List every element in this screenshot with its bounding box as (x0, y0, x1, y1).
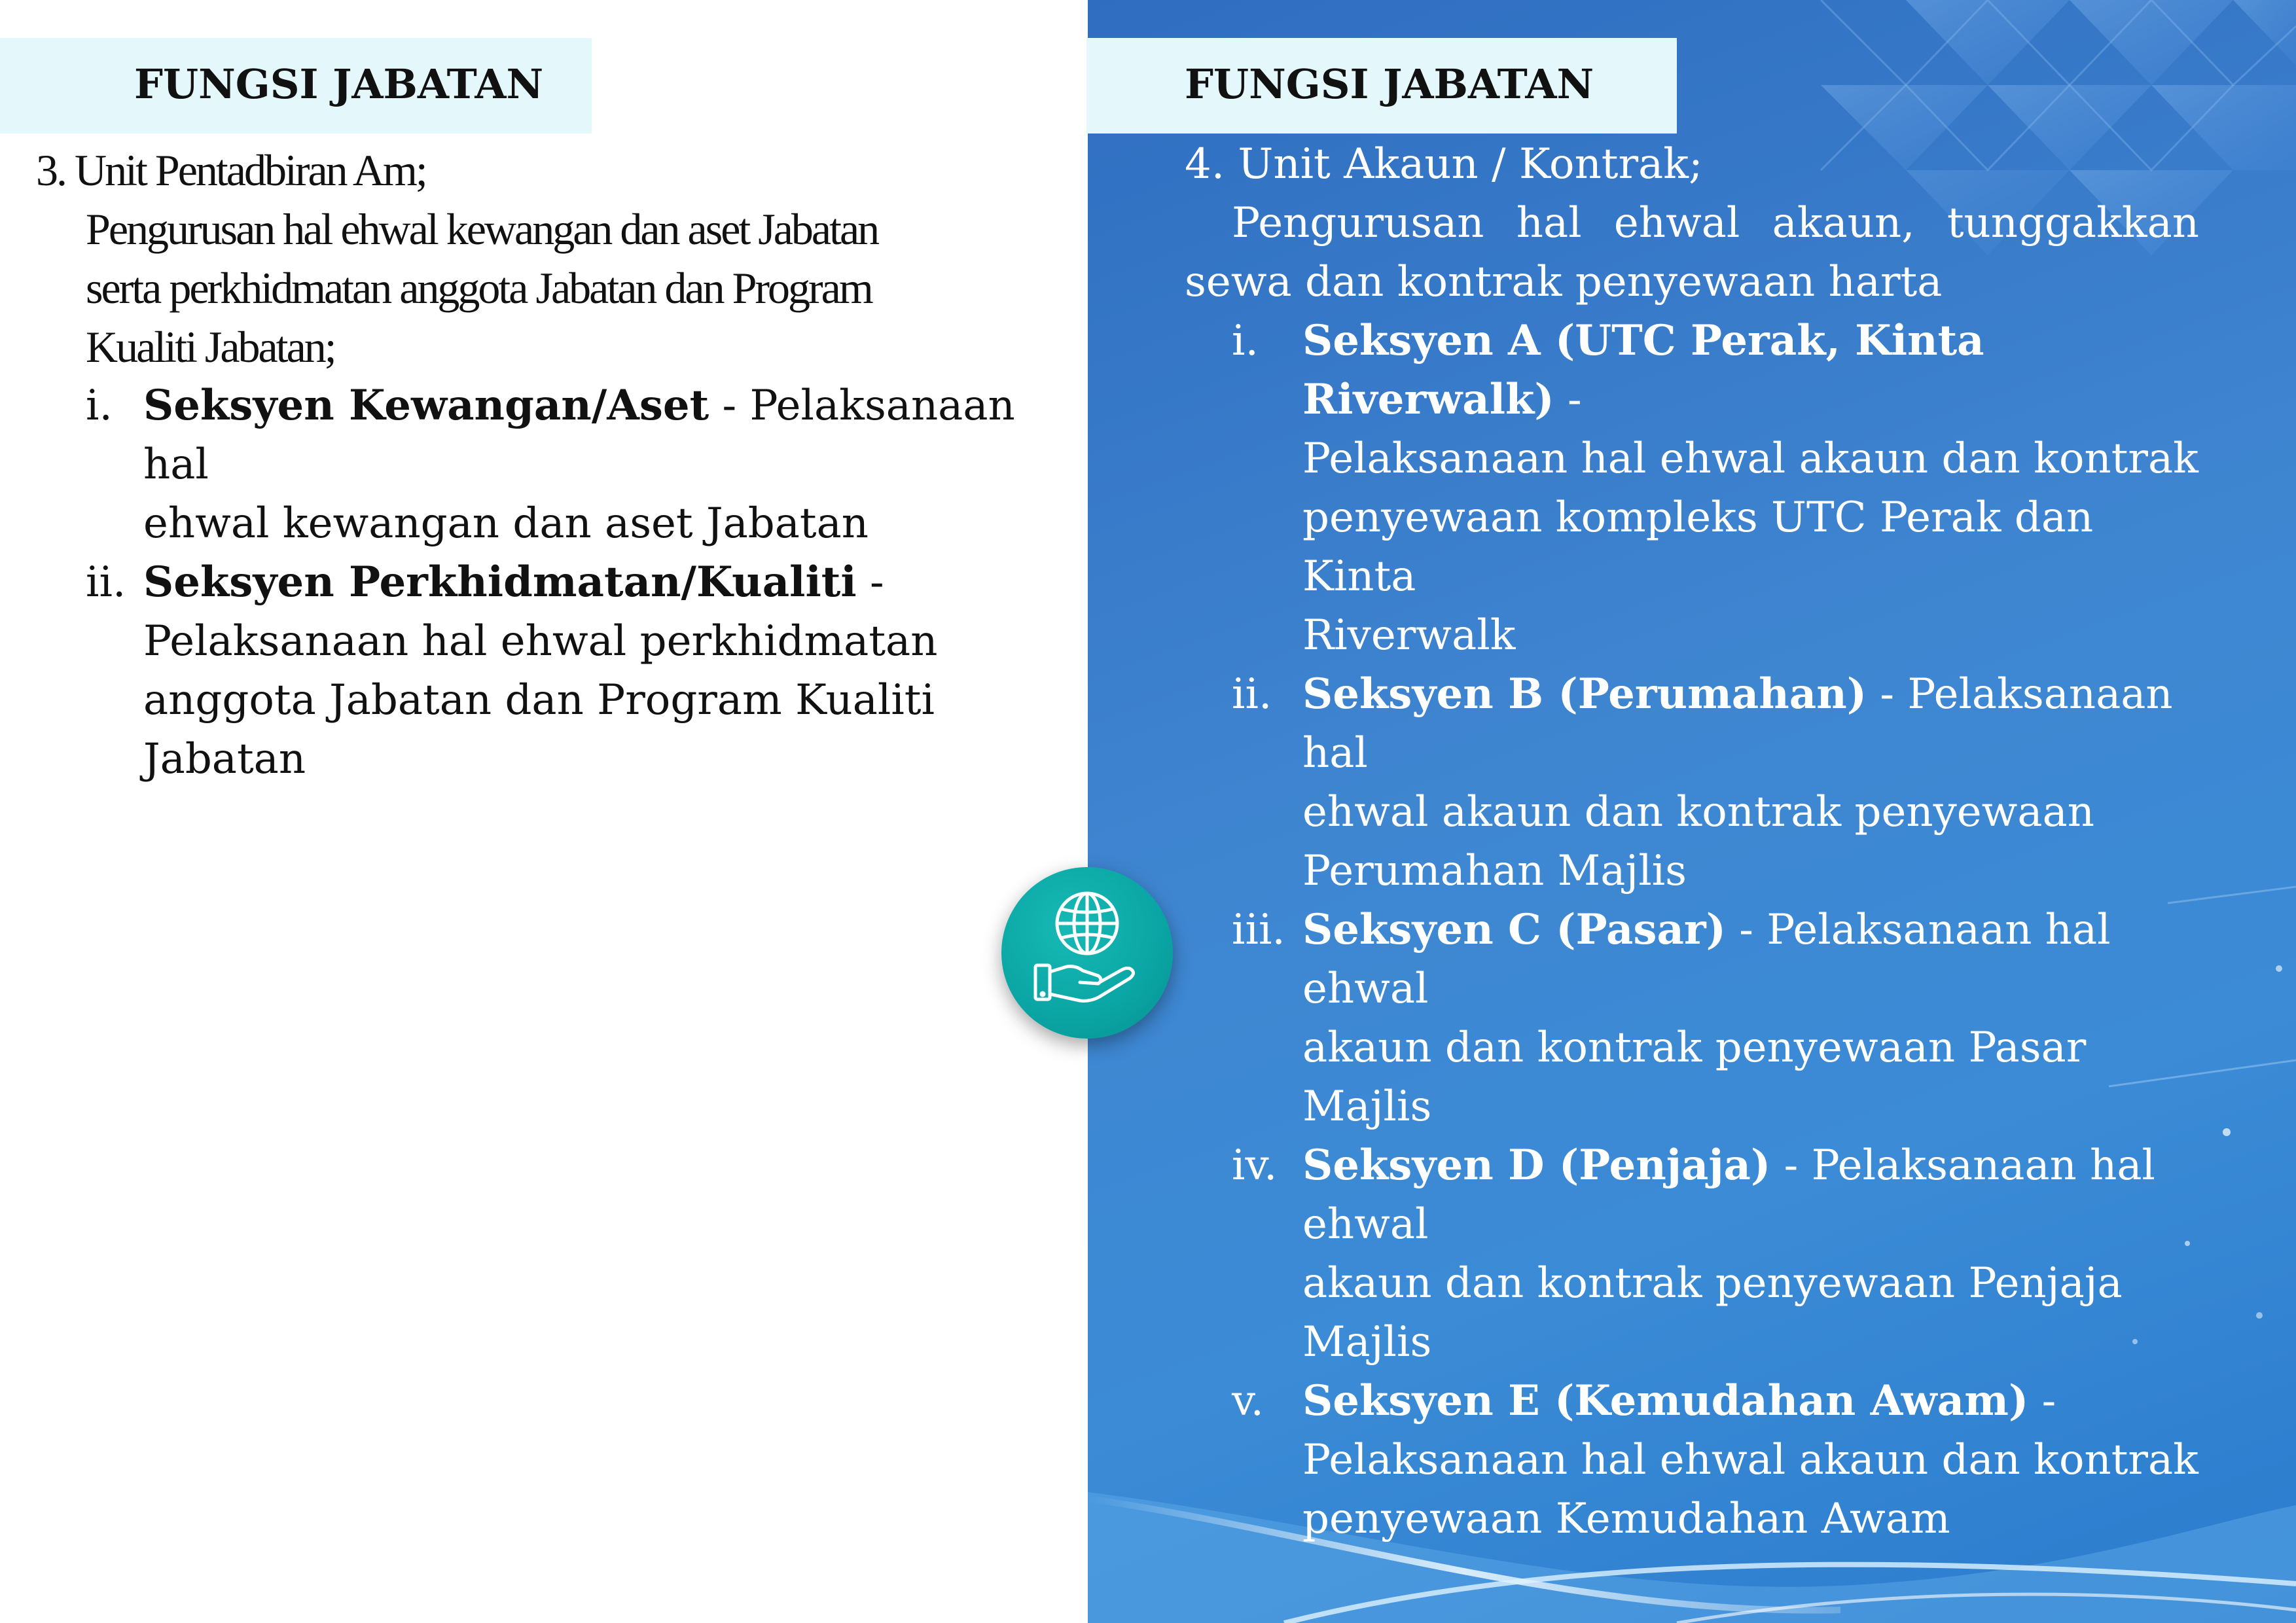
section-name: Seksyen C (Pasar) (1302, 905, 1726, 954)
item-text: Perumahan Majlis (1302, 847, 1687, 895)
item-text: penyewaan kompleks UTC Perak dan Kinta (1302, 493, 2094, 601)
unit-description (36, 200, 1057, 376)
list-item-number: v. (1232, 1377, 1264, 1425)
item-text: Pelaksanaan hal ehwal perkhidmatan (143, 617, 938, 666)
description-line: Kualiti Jabatan; (86, 322, 335, 372)
item-text: - Pelaksanaan hal ehwal (1302, 906, 2111, 1013)
unit-title: 4. Unit Akaun / Kontrak; (1185, 140, 1703, 188)
item-text: - Pelaksanaan hal (1302, 670, 2173, 777)
item-text: - (1554, 376, 1582, 424)
list-item (36, 553, 1057, 789)
left-content (36, 141, 1057, 789)
item-text: anggota Jabatan dan Program Kualiti (143, 676, 935, 724)
list-item (1185, 1372, 2199, 1548)
item-text: - Pelaksanaan hal (143, 382, 1015, 489)
section-name: Seksyen E (Kemudahan Awam) (1302, 1376, 2029, 1425)
item-text: Riverwalk (1302, 611, 1516, 660)
unit-description: Pengurusan hal ehwal akaun, tunggakkan sewa dan kontrak penyewaan harta (1185, 199, 2199, 306)
left-header-title: FUNGSI JABATAN (134, 60, 544, 108)
item-text: - Pelaksanaan hal ehwal (1302, 1141, 2155, 1249)
list-item-body (143, 376, 1057, 553)
description-line: Pengurusan hal ehwal kewangan dan aset Jabatan (86, 204, 878, 254)
list-item-body (1302, 901, 2199, 1136)
list-item (36, 376, 1057, 553)
list-item-number: iv. (1232, 1141, 1278, 1190)
section-name: Seksyen B (Perumahan) (1302, 669, 1867, 719)
right-content (1185, 135, 2199, 1548)
item-text: akaun dan kontrak penyewaan Pasar Majlis (1302, 1024, 2087, 1131)
list-item (1185, 665, 2199, 901)
section-name: Seksyen Kewangan/Aset (143, 381, 709, 430)
list-item-body (1302, 312, 2199, 665)
list-item (1185, 312, 2199, 665)
right-header-title: FUNGSI JABATAN (1185, 60, 1594, 108)
list-item-body (1302, 1372, 2199, 1548)
item-text: akaun dan kontrak penyewaan Penjaja Majlis (1302, 1259, 2123, 1366)
list-item (1185, 901, 2199, 1136)
section-name: Seksyen A (UTC Perak, Kinta Riverwalk) (1302, 316, 1984, 424)
item-text: ehwal akaun dan kontrak penyewaan (1302, 788, 2094, 836)
list-item-body (1302, 1136, 2199, 1372)
unit-title: 3. Unit Pentadbiran Am; (36, 145, 426, 195)
list-item-number: iii. (1232, 906, 1285, 954)
item-text: Pelaksanaan hal ehwal akaun dan kontrak (1302, 435, 2198, 483)
globe-in-hand-icon-graphic (1001, 867, 1173, 1039)
item-text: Pelaksanaan hal ehwal akaun dan kontrak (1302, 1436, 2198, 1484)
list-item-number: ii. (1232, 670, 1272, 719)
list-item-number: ii. (86, 558, 126, 607)
item-text: Jabatan (143, 735, 306, 783)
item-text: - (856, 558, 884, 607)
item-text: ehwal kewangan dan aset Jabatan (143, 499, 869, 548)
list-item-number: i. (1232, 317, 1259, 365)
description-line: serta perkhidmatan anggota Jabatan dan Program (86, 263, 872, 313)
item-text: - (2028, 1377, 2056, 1425)
globe-in-hand-icon (1001, 867, 1173, 1039)
list-item (1185, 1136, 2199, 1372)
list-item-number: i. (86, 382, 113, 430)
list-item-body (1302, 665, 2199, 901)
item-text: penyewaan Kemudahan Awam (1302, 1495, 1950, 1543)
section-name: Seksyen Perkhidmatan/Kualiti (143, 558, 857, 607)
list-item-body (143, 553, 1057, 789)
section-name: Seksyen D (Penjaja) (1302, 1141, 1771, 1190)
